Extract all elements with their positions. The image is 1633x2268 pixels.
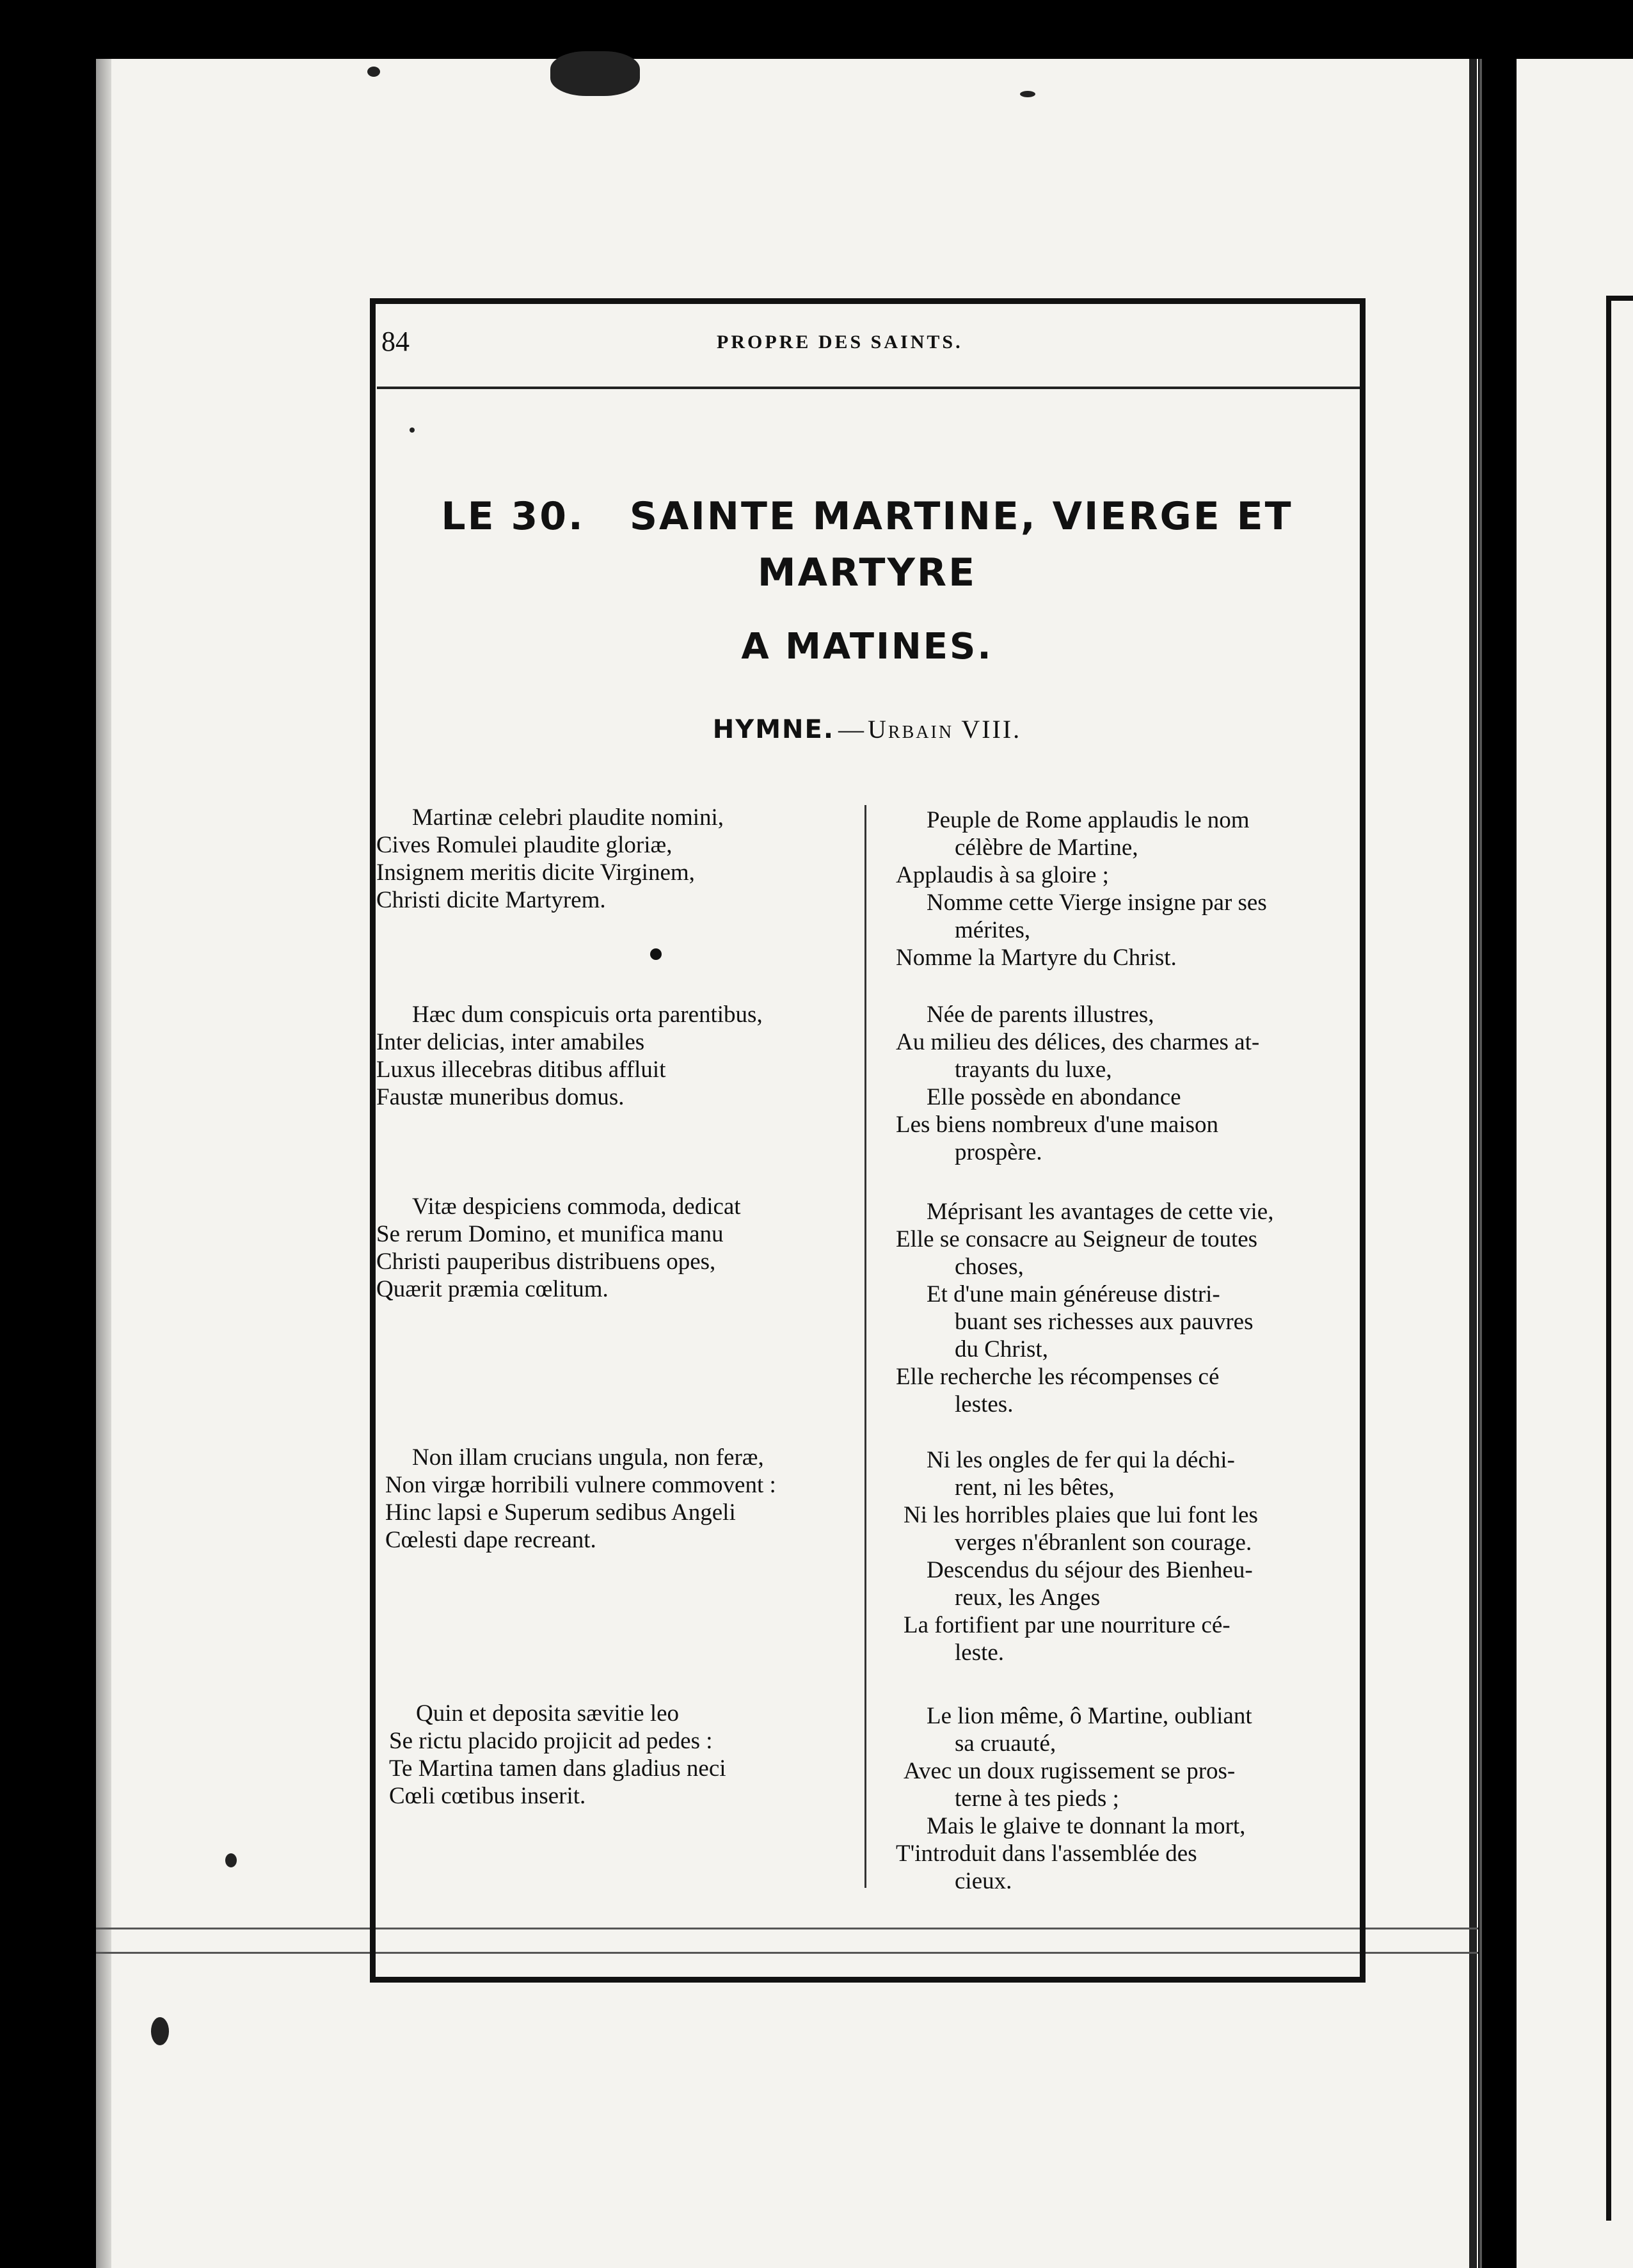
- french-verse-line: verges n'ébranlent son courage.: [955, 1529, 1252, 1556]
- french-verse-line: Et d'une main généreuse distri-: [927, 1281, 1220, 1307]
- latin-stanza: [376, 804, 863, 914]
- latin-verse-line: Luxus illecebras ditibus affluit: [376, 1057, 666, 1083]
- latin-stanza: [376, 1001, 863, 1111]
- feast-title-line-1: [397, 494, 1337, 539]
- french-verse-line: T'introduit dans l'assemblée des: [896, 1841, 1197, 1867]
- latin-verse-line: Cives Romulei plaudite gloriæ,: [376, 832, 673, 858]
- latin-verse-line: Christi pauperibus distribuens opes,: [376, 1249, 716, 1275]
- latin-verse-line: Inter delicias, inter amabiles: [376, 1029, 645, 1055]
- hymn-dash: —: [838, 715, 864, 744]
- page-gutter-line: [1469, 59, 1477, 2268]
- column-divider: [864, 805, 866, 1888]
- latin-stanza: [376, 1444, 863, 1554]
- french-verse-line: La fortifient par une nourriture cé-: [904, 1612, 1231, 1638]
- running-head: PROPRE DES SAINTS.: [717, 331, 963, 353]
- french-stanza: [896, 1702, 1357, 1895]
- scan-speck: [367, 67, 380, 77]
- french-verse-line: Nomme la Martyre du Christ.: [896, 945, 1177, 971]
- french-verse-line: Peuple de Rome applaudis le nom: [927, 807, 1250, 833]
- latin-verse-line: Cœli cœtibus inserit.: [389, 1783, 586, 1809]
- french-verse-line: rent, ni les bêtes,: [955, 1474, 1115, 1501]
- french-verse-line: Méprisant les avantages de cette vie,: [927, 1199, 1274, 1225]
- header-rule: [377, 387, 1360, 389]
- french-verse-line: du Christ,: [955, 1336, 1048, 1362]
- latin-verse-line: Christi dicite Martyrem.: [376, 887, 606, 913]
- french-verse-line: Elle recherche les récompenses cé: [896, 1364, 1220, 1390]
- french-verse-line: mérites,: [955, 917, 1031, 943]
- french-verse-line: buant ses richesses aux pauvres: [955, 1309, 1254, 1335]
- french-verse-line: Ni les ongles de fer qui la déchi-: [927, 1447, 1235, 1473]
- french-verse-line: terne à tes pieds ;: [955, 1785, 1119, 1812]
- page-number: 84: [381, 326, 410, 357]
- french-stanza: [896, 1198, 1357, 1418]
- french-verse-line: Elle se consacre au Seigneur de toutes: [896, 1226, 1258, 1252]
- latin-verse-line: Se rerum Domino, et munifica manu: [376, 1221, 724, 1247]
- french-stanza: [896, 1446, 1357, 1666]
- french-verse-line: Elle possède en abondance: [927, 1084, 1181, 1110]
- latin-verse-line: Vitæ despiciens commoda, dedicat: [412, 1194, 741, 1220]
- french-verse-line: célèbre de Martine,: [955, 835, 1138, 861]
- page-gutter-line: [1479, 59, 1482, 2268]
- french-verse-line: Ni les horribles plaies que lui font les: [904, 1502, 1258, 1528]
- scan-speck: [225, 1853, 237, 1867]
- latin-verse-line: Hæc dum conspicuis orta parentibus,: [412, 1002, 763, 1028]
- hymn-heading: [397, 714, 1337, 744]
- french-verse-line: reux, les Anges: [955, 1585, 1101, 1611]
- french-verse-line: Le lion même, ô Martine, oubliant: [927, 1703, 1252, 1729]
- french-verse-line: leste.: [955, 1640, 1005, 1666]
- feast-title-line-2: MARTYRE: [757, 550, 977, 595]
- latin-stanza: [376, 1193, 863, 1303]
- latin-verse-line: Insignem meritis dicite Virginem,: [376, 859, 695, 886]
- french-verse-line: Née de parents illustres,: [927, 1002, 1154, 1028]
- latin-verse-line: Se rictu placido projicit ad pedes :: [389, 1728, 713, 1754]
- latin-stanza: [376, 1700, 863, 1810]
- feast-date: LE 30.: [441, 494, 585, 539]
- latin-verse-line: Martinæ celebri plaudite nomini,: [412, 804, 724, 831]
- french-stanza: [896, 1001, 1357, 1166]
- page-edge-shadow: [96, 59, 111, 2268]
- latin-verse-line: Hinc lapsi e Superum sedibus Angeli: [385, 1499, 736, 1526]
- french-verse-line: cieux.: [955, 1868, 1012, 1894]
- french-verse-line: Descendus du séjour des Bienheu-: [927, 1557, 1253, 1583]
- scan-speck: [1020, 91, 1035, 97]
- french-verse-line: prospère.: [955, 1139, 1042, 1165]
- latin-verse-line: Cœlesti dape recreant.: [385, 1527, 596, 1553]
- french-verse-line: Les biens nombreux d'une maison: [896, 1112, 1219, 1138]
- scan-speck: [550, 51, 640, 96]
- hymn-label: HYMNE.: [712, 715, 835, 744]
- french-verse-line: Nomme cette Vierge insigne par ses: [927, 890, 1267, 916]
- feast-title: SAINTE MARTINE, VIERGE ET: [629, 494, 1293, 539]
- office-heading: A MATINES.: [741, 626, 993, 667]
- latin-verse-line: Quærit præmia cœlitum.: [376, 1276, 609, 1302]
- french-verse-line: Mais le glaive te donnant la mort,: [927, 1813, 1246, 1839]
- french-verse-line: sa cruauté,: [955, 1730, 1056, 1757]
- latin-verse-line: Faustæ muneribus domus.: [376, 1084, 625, 1110]
- scan-speck: [151, 2017, 169, 2045]
- latin-verse-line: Quin et deposita sævitie leo: [416, 1700, 680, 1727]
- french-verse-line: choses,: [955, 1254, 1024, 1280]
- hymn-author: Urbain VIII.: [868, 715, 1022, 744]
- stanza-ornament: [650, 948, 662, 960]
- french-verse-line: Applaudis à sa gloire ;: [896, 862, 1109, 888]
- french-verse-line: Au milieu des délices, des charmes at-: [896, 1029, 1260, 1055]
- latin-verse-line: Te Martina tamen dans gladius neci: [389, 1755, 726, 1782]
- french-stanza: [896, 806, 1357, 971]
- french-verse-line: lestes.: [955, 1391, 1014, 1418]
- latin-verse-line: Non virgæ horribili vulnere commovent :: [385, 1472, 776, 1498]
- french-verse-line: trayants du luxe,: [955, 1057, 1112, 1083]
- facing-page-frame: [1606, 296, 1633, 2221]
- latin-verse-line: Non illam crucians ungula, non feræ,: [412, 1444, 764, 1471]
- french-verse-line: Avec un doux rugissement se pros-: [904, 1758, 1236, 1784]
